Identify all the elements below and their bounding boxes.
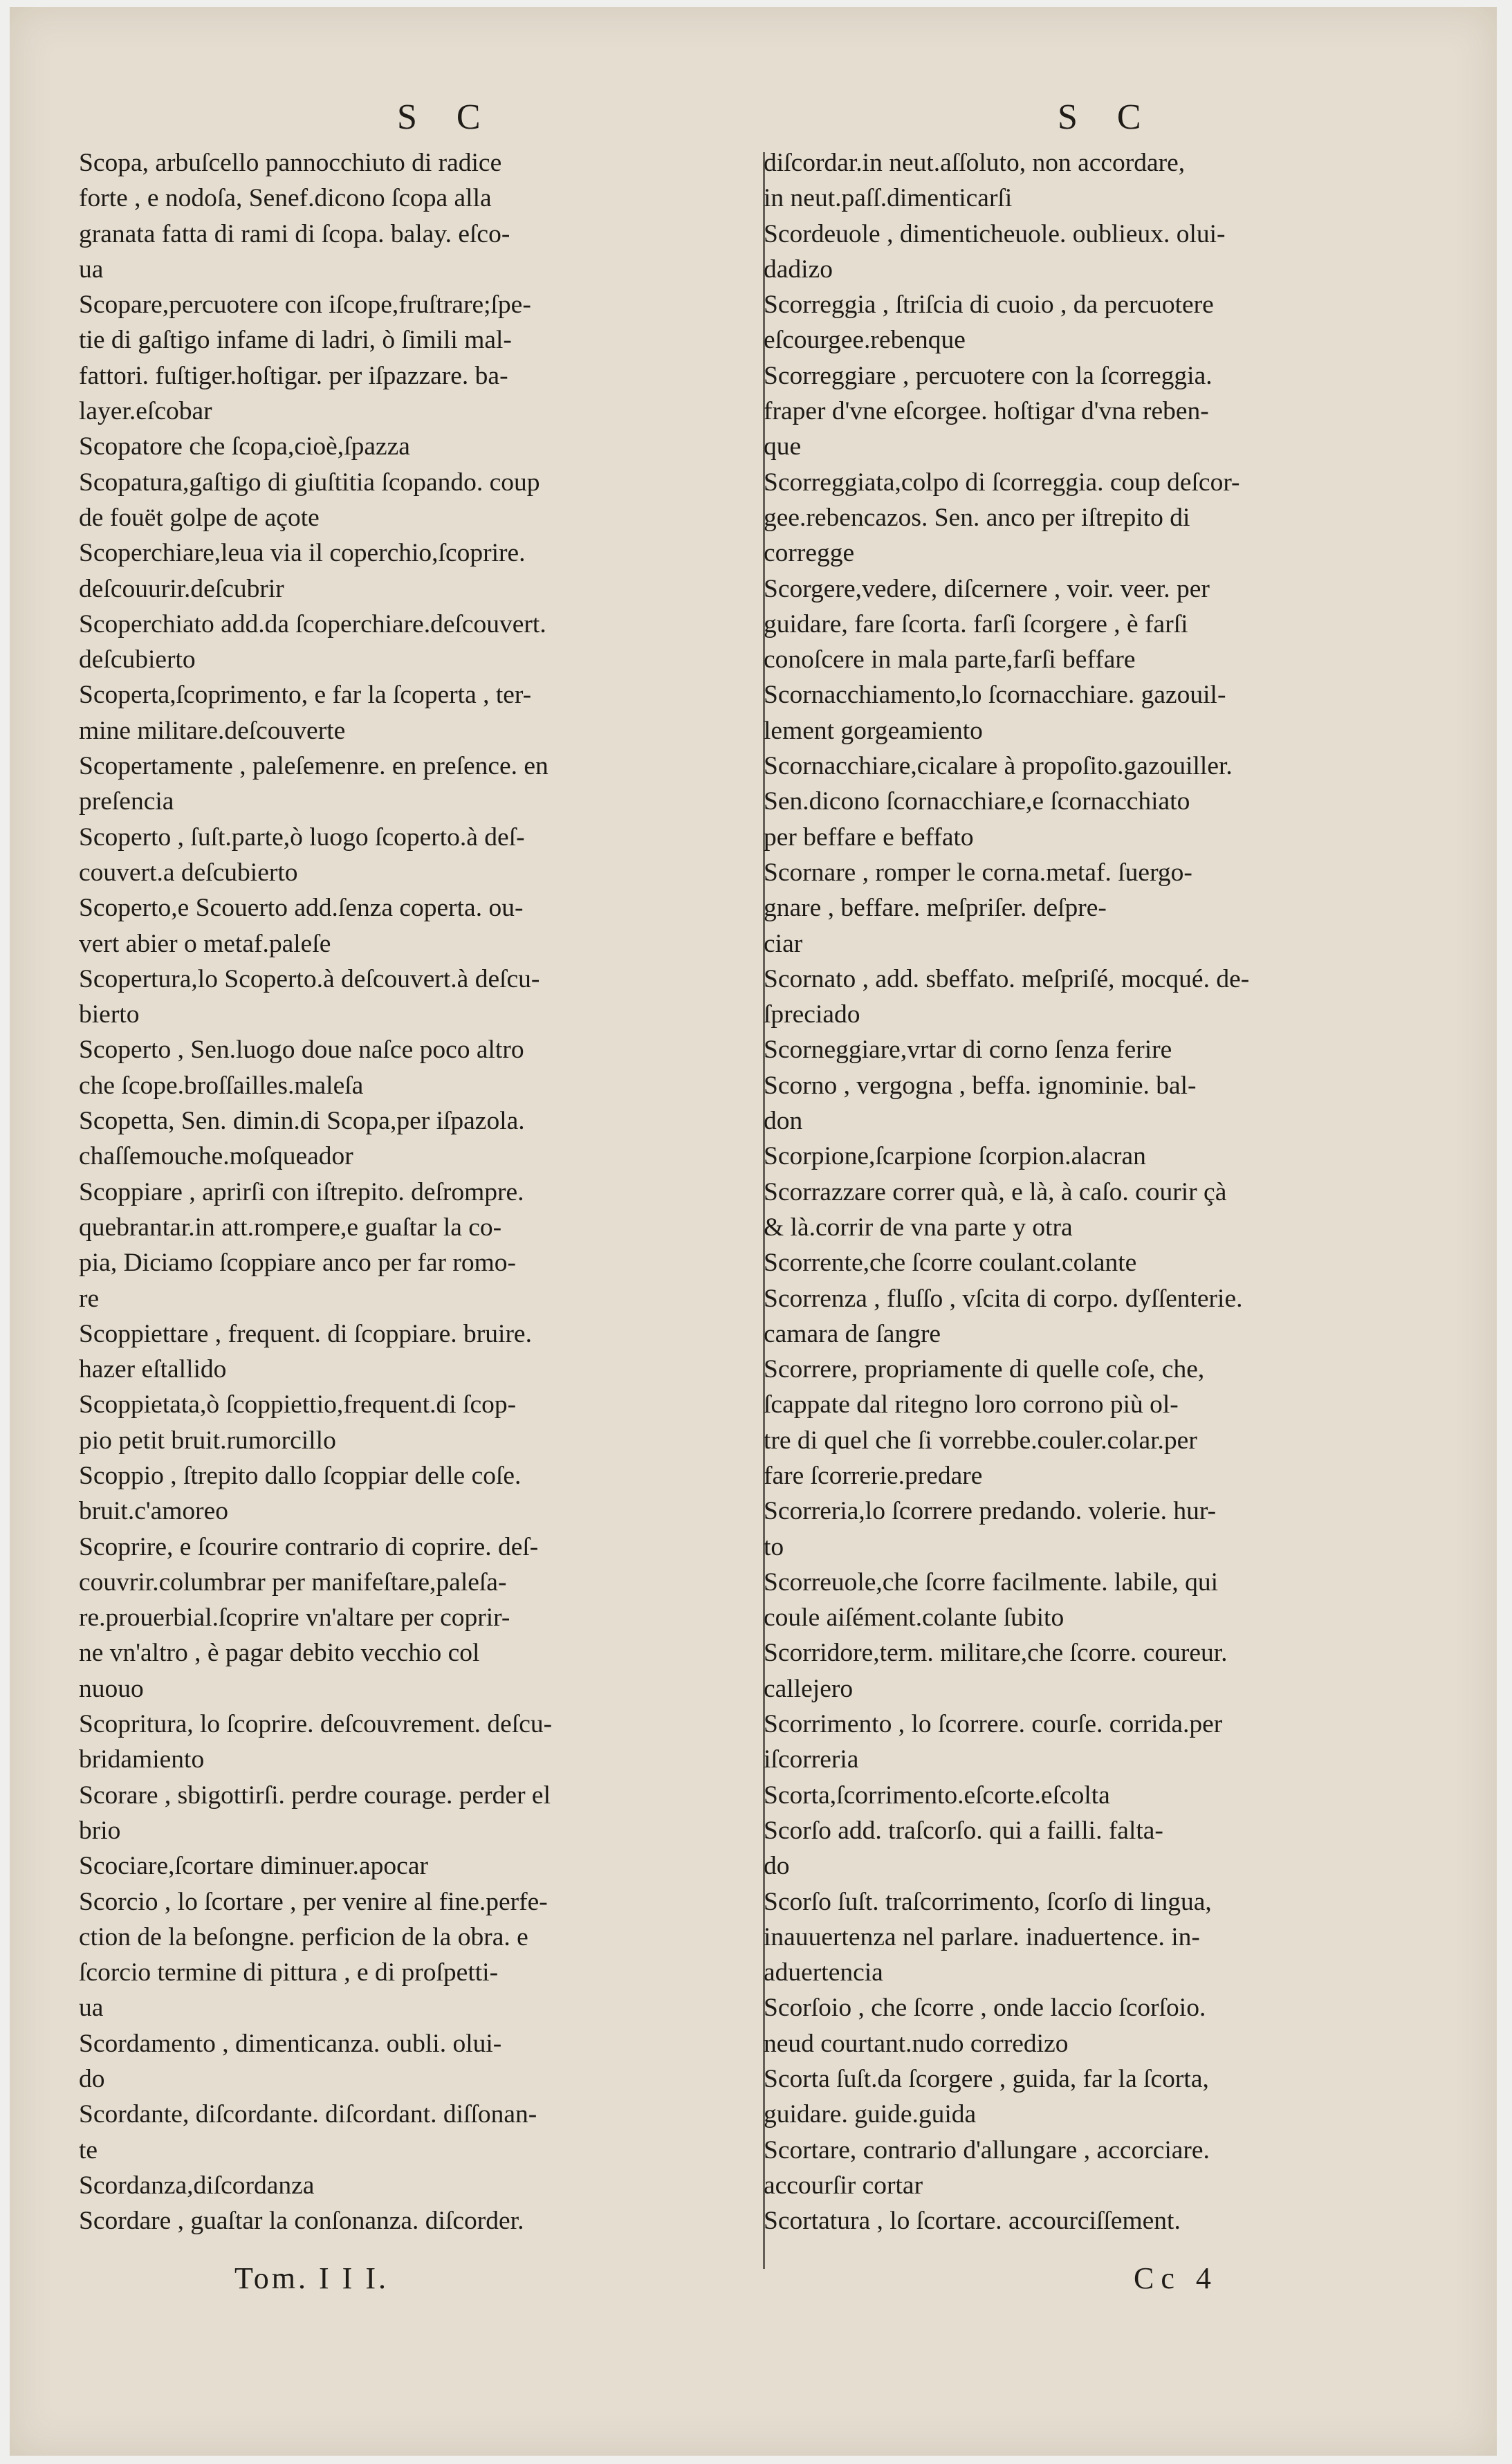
dictionary-line: Scorpione,ſcarpione ſcorpion.alacran [764, 1142, 1146, 1171]
dictionary-line: Scorta ſuſt.da ſcorgere , guida, far la ſcorta, [764, 2065, 1209, 2094]
dictionary-line: gnare , beffare. meſpriſer. deſpre- [764, 894, 1107, 923]
dictionary-line: do [79, 2065, 105, 2094]
dictionary-line: Scopetta, Sen. dimin.di Scopa,per iſpazola. [79, 1107, 525, 1136]
dictionary-line: Scortare, contrario d'allungare , accorciare. [764, 2135, 1210, 2164]
dictionary-line: corregge [764, 539, 855, 568]
dictionary-line: coule aiſément.colante ſubito [764, 1603, 1064, 1633]
dictionary-line: Scordante, diſcordante. diſcordant. diſſonan- [79, 2100, 537, 2129]
dictionary-line: Scociare,ſcortare diminuer.apocar [79, 1852, 428, 1881]
dictionary-line: ciar [764, 929, 803, 958]
volume-signature: Tom. I I I. [234, 2261, 389, 2295]
dictionary-line: quebrantar.in att.rompere,e guaſtar la co- [79, 1213, 502, 1242]
dictionary-line: ua [79, 255, 104, 284]
dictionary-line: guidare, fare ſcorta. farſi ſcorgere , è farſi [764, 609, 1188, 638]
dictionary-line: preſencia [79, 787, 174, 816]
dictionary-line: fare ſcorrerie.predare [764, 1461, 983, 1490]
dictionary-line: Scorare , sbigottirſi. perdre courage. perder el [79, 1781, 551, 1810]
dictionary-line: mine militare.deſcouverte [79, 716, 346, 745]
dictionary-line: deſcubierto [79, 645, 196, 674]
dictionary-line: Scorreuole,che ſcorre facilmente. labile, qui [764, 1567, 1218, 1597]
dictionary-line: Scoperto , ſuſt.parte,ò luogo ſcoperto.à deſ- [79, 822, 525, 852]
dictionary-line: Scorgere,vedere, diſcernere , voir. veer. per [764, 574, 1210, 603]
dictionary-line: granata fatta di rami di ſcopa. balay. eſco- [79, 219, 510, 248]
dictionary-line: Scorneggiare,vrtar di corno ſenza ferire [764, 1036, 1172, 1065]
dictionary-line: Scornacchiamento,lo ſcornacchiare. gazouil- [764, 681, 1226, 710]
dictionary-line: che ſcope.broſſailles.maleſa [79, 1071, 364, 1100]
dictionary-line: guidare. guide.guida [764, 2100, 977, 2129]
dictionary-line: Scorridore,term. militare,che ſcorre. coureur. [764, 1639, 1228, 1668]
dictionary-line: Scoperchiare,leua via il coperchio,ſcoprire. [79, 539, 526, 568]
dictionary-line: aduertencia [764, 1958, 883, 1987]
dictionary-line: Scoppietata,ò ſcoppiettio,frequent.di ſcop- [79, 1390, 517, 1419]
dictionary-line: Scopatore che ſcopa,cioè,ſpazza [79, 432, 410, 461]
dictionary-line: Scorrere, propriamente di quelle coſe, che, [764, 1355, 1205, 1384]
dictionary-line: tre di quel che ſi vorrebbe.couler.colar.per [764, 1426, 1197, 1455]
dictionary-line: dadizo [764, 255, 833, 284]
dictionary-line: couvrir.columbrar per manifeſtare,paleſa- [79, 1567, 507, 1597]
dictionary-line: Scorreggiata,colpo di ſcorreggia. coup deſcor- [764, 468, 1240, 497]
dictionary-line: bridamiento [79, 1745, 205, 1774]
dictionary-line: Scorta,ſcorrimento.eſcorte.eſcolta [764, 1781, 1110, 1810]
dictionary-line: Scopa, arbuſcello pannocchiuto di radice [79, 149, 502, 177]
dictionary-line: Scordare , guaſtar la conſonanza. diſcorder. [79, 2207, 524, 2236]
book-page [10, 7, 1497, 2456]
dictionary-line: Scoperto , Sen.luogo doue naſce poco altro [79, 1036, 524, 1065]
dictionary-line: iſcorreria [764, 1745, 859, 1774]
dictionary-line: Sen.dicono ſcornacchiare,e ſcornacchiato [764, 787, 1190, 816]
dictionary-line: re.prouerbial.ſcoprire vn'altare per coprir- [79, 1603, 510, 1633]
dictionary-line: Scornacchiare,cicalare à propoſito.gazouiller. [764, 752, 1233, 781]
dictionary-line: vert abier o metaf.paleſe [79, 929, 331, 958]
dictionary-line: Scornare , romper le corna.metaf. ſuergo- [764, 858, 1192, 887]
dictionary-line: deſcouurir.deſcubrir [79, 574, 284, 603]
dictionary-line: que [764, 432, 802, 461]
dictionary-line: Scordeuole , dimenticheuole. oublieux. olui- [764, 219, 1226, 248]
dictionary-line: Scorſoio , che ſcorre , onde laccio ſcorſoio. [764, 1994, 1206, 2023]
dictionary-line: Scopatura,gaſtigo di giuſtitia ſcopando. coup [79, 468, 540, 497]
dictionary-line: lement gorgeamiento [764, 716, 983, 745]
left-column [79, 145, 726, 2239]
dictionary-line: inauuertenza nel parlare. inaduertence. in- [764, 1922, 1200, 1951]
dictionary-line: Scorrenza , fluſſo , vſcita di corpo. dyſſenterie. [764, 1284, 1243, 1313]
dictionary-line: & là.corrir de vna parte y otra [764, 1213, 1073, 1242]
running-header-right: S C [1058, 98, 1156, 137]
dictionary-line: ua [79, 1994, 104, 2023]
dictionary-line: Scorrente,che ſcorre coulant.colante [764, 1249, 1137, 1278]
dictionary-line: neud courtant.nudo corredizo [764, 2029, 1069, 2058]
dictionary-line: do [764, 1852, 790, 1881]
dictionary-line: Scoperchiato add.da ſcoperchiare.deſcouvert. [79, 609, 546, 638]
dictionary-line: bruit.c'amoreo [79, 1497, 229, 1526]
dictionary-line: layer.eſcobar [79, 397, 212, 426]
dictionary-line: Scoppiettare , frequent. di ſcoppiare. bruire. [79, 1319, 532, 1348]
dictionary-line: pia, Diciamo ſcoppiare anco per far romo- [79, 1249, 517, 1278]
dictionary-line: Scorreria,lo ſcorrere predando. volerie. hur- [764, 1497, 1217, 1526]
dictionary-line: ne vn'altro , è pagar debito vecchio col [79, 1639, 480, 1668]
dictionary-line: Scorreggiare , percuotere con la ſcorreggia. [764, 361, 1213, 390]
dictionary-line: camara de ſangre [764, 1319, 941, 1348]
dictionary-line: Scopare,percuotere con iſcope,fruſtrare;ſpe- [79, 291, 531, 320]
dictionary-line: in neut.paſſ.dimenticarſi [764, 184, 1013, 213]
dictionary-line: diſcordar.in neut.aſſoluto, non accordare, [764, 149, 1186, 177]
gathering-signature: Cc 4 [1134, 2261, 1218, 2295]
dictionary-line: Scorſo add. traſcorſo. qui a failli. falta- [764, 1816, 1163, 1845]
dictionary-line: Scornato , add. sbeffato. meſpriſé, mocqué. de- [764, 964, 1250, 993]
dictionary-line: Scoprire, e ſcourire contrario di coprire. deſ- [79, 1532, 539, 1561]
dictionary-line: brio [79, 1816, 121, 1845]
dictionary-line: Scopertamente , paleſemenre. en preſence. en [79, 752, 548, 781]
dictionary-line: Scopritura, lo ſcoprire. deſcouvrement. deſcu- [79, 1710, 553, 1739]
dictionary-line: to [764, 1532, 784, 1561]
dictionary-line: Scordamento , dimenticanza. oubli. olui- [79, 2029, 502, 2058]
dictionary-line: Scoppio , ſtrepito dallo ſcoppiar delle coſe. [79, 1461, 522, 1490]
dictionary-line: hazer eſtallido [79, 1355, 227, 1384]
dictionary-line: Scorreggia , ſtriſcia di cuoio , da percuotere [764, 291, 1214, 320]
dictionary-line: gee.rebencazos. Sen. anco per iſtrepito di [764, 503, 1190, 532]
dictionary-line: accourſir cortar [764, 2171, 923, 2200]
running-header-left: S C [397, 98, 496, 137]
dictionary-line: bierto [79, 1000, 140, 1029]
dictionary-line: conoſcere in mala parte,farſi beffare [764, 645, 1136, 674]
dictionary-line: Scoperto,e Scouerto add.ſenza coperta. ou- [79, 894, 524, 923]
dictionary-line: Scorcio , lo ſcortare , per venire al fine.perfe- [79, 1887, 548, 1916]
dictionary-line: Scorrimento , lo ſcorrere. courſe. corrida.per [764, 1710, 1223, 1739]
dictionary-line: chaſſemouche.moſqueador [79, 1142, 353, 1171]
dictionary-line: per beffare e beffato [764, 822, 974, 852]
dictionary-line: Scoperta,ſcoprimento, e far la ſcoperta , ter- [79, 681, 532, 710]
dictionary-line: fraper d'vne eſcorgee. hoſtigar d'vna reben- [764, 397, 1209, 426]
dictionary-line: don [764, 1107, 803, 1136]
dictionary-line: couvert.a deſcubierto [79, 858, 298, 887]
dictionary-line: ſcorcio termine di pittura , e di proſpetti- [79, 1958, 499, 1987]
dictionary-line: te [79, 2135, 98, 2164]
dictionary-line: Scortatura , lo ſcortare. accourciſſement. [764, 2207, 1181, 2236]
dictionary-line: ſpreciado [764, 1000, 860, 1029]
dictionary-line: Scorrazzare correr quà, e là, à caſo. courir çà [764, 1177, 1227, 1206]
dictionary-line: Scordanza,diſcordanza [79, 2171, 315, 2200]
dictionary-line: forte , e nodoſa, Senef.dicono ſcopa alla [79, 184, 492, 213]
dictionary-line: Scorſo ſuſt. traſcorrimento, ſcorſo di lingua, [764, 1887, 1212, 1916]
dictionary-line: tie di gaſtigo infame di ladri, ò ſimili mal- [79, 326, 512, 355]
dictionary-line: eſcourgee.rebenque [764, 326, 966, 355]
dictionary-line: de fouët golpe de açote [79, 503, 320, 532]
dictionary-line: nuouo [79, 1674, 144, 1703]
right-column [764, 145, 1410, 2239]
dictionary-line: ſcappate dal ritegno loro corrono più ol- [764, 1390, 1179, 1419]
dictionary-line: pio petit bruit.rumorcillo [79, 1426, 336, 1455]
dictionary-line: ction de la beſongne. perficion de la obra. e [79, 1922, 528, 1951]
dictionary-line: fattori. fuſtiger.hoſtigar. per iſpazzare. ba- [79, 361, 508, 390]
dictionary-line: re [79, 1284, 100, 1313]
dictionary-line: Scoppiare , aprirſi con iſtrepito. deſrompre. [79, 1177, 524, 1206]
dictionary-line: callejero [764, 1674, 854, 1703]
dictionary-line: Scorno , vergogna , beffa. ignominie. bal- [764, 1071, 1197, 1100]
dictionary-line: Scopertura,lo Scoperto.à deſcouvert.à deſcu- [79, 964, 540, 993]
